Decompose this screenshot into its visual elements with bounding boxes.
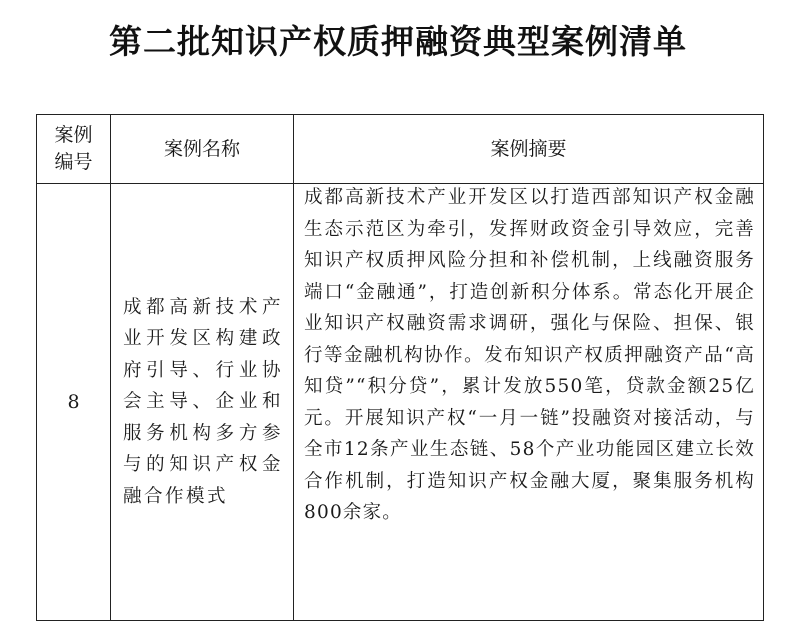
case-summary-cell <box>294 184 764 621</box>
case-table <box>36 114 764 621</box>
header-case-name: 案例名称 <box>111 115 294 184</box>
document-title: 第二批知识产权质押融资典型案例清单 <box>109 22 687 61</box>
case-summary-text: 成都高新技术产业开发区以打造西部知识产权金融生态示范区为牵引，发挥财政资金引导效应，完善知识产权质押风险分担和补偿机制，上线融资服务端口“金融通”，打造创新积分体系。常态化开展企业知识产权融资需求调研，强化与保险、担保、银行等金融机构协作。发布知识产权质押融资产品“高知贷”“积分贷”，累计发放550笔，贷款金额25亿元。开展知识产权“一月一链”投融资对接活动，与全市12条产业生态链、58个产业功能园区建立长效合作机制，打造知识产权金融大厦，聚集服务机构800余家。 <box>304 187 755 523</box>
table-header-row <box>37 115 764 184</box>
header-case-no: 案例编号 <box>37 115 111 184</box>
case-no-cell: 8 <box>37 184 111 621</box>
case-name-cell: 成都高新技术产业开发区构建政府引导、行业协会主导、企业和服务机构多方参与的知识产权金融合作模式 <box>111 184 294 621</box>
header-case-summary: 案例摘要 <box>294 115 764 184</box>
table-row <box>37 184 764 621</box>
